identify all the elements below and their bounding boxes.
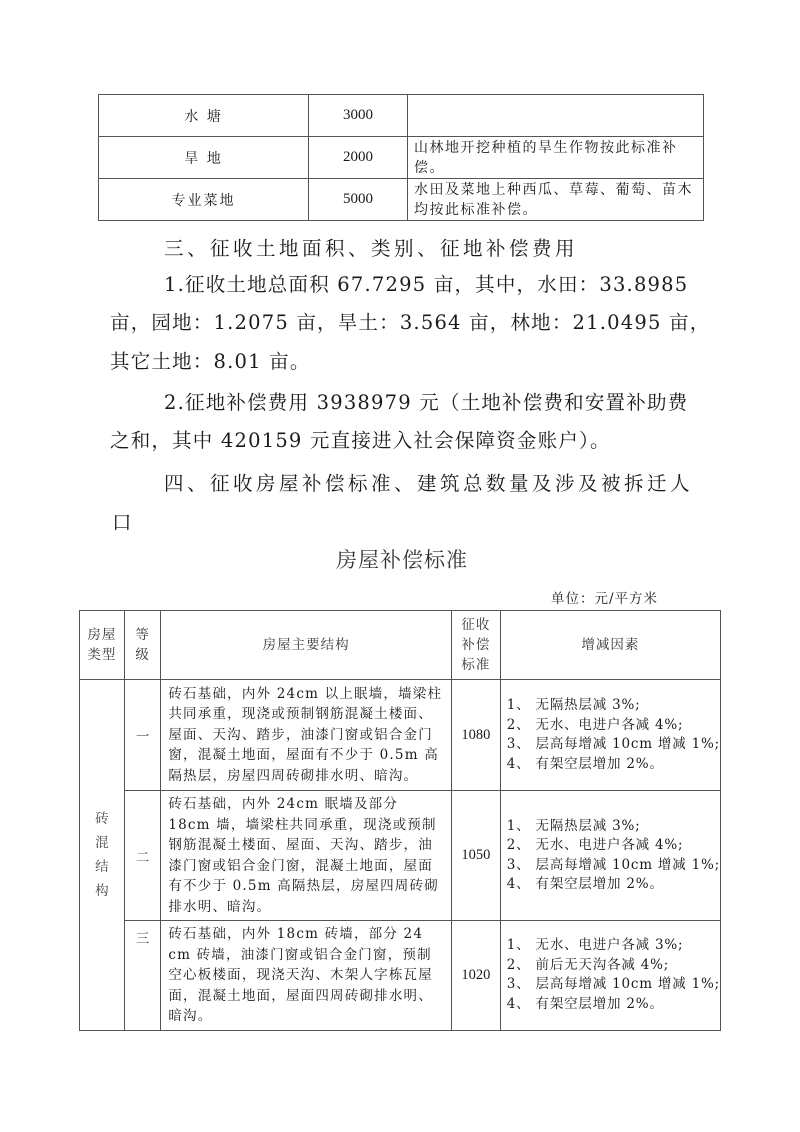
structure-cell: 砖石基础，内外 24cm 眠墙及部分 18cm 墙，墙梁柱共同承重，现浇或预制钢筋混凝土楼面、屋面、天沟、踏步，油漆门窗或铝合金门窗，混凝土地面，屋面有不少于 0.5m 高隔热层，房屋四周砖砌排水明、暗沟。 [161, 791, 452, 921]
grade-cell: 二 [124, 791, 161, 921]
factor-item: 4、 有架空层增加 2%。 [506, 995, 664, 1012]
land-type-cell: 专业菜地 [99, 179, 309, 221]
header-grade: 等 级 [124, 611, 161, 680]
price-cell: 1020 [452, 921, 501, 1031]
structure-cell: 砖石基础，内外 18cm 砖墙，部分 24 cm 砖墙，油漆门窗或铝合金门窗，预制空心板楼面，现浇天沟、木架人字栋瓦屋面，混凝土地面，屋面四周砖砌排水明、暗沟。 [161, 921, 452, 1031]
factor-item: 4、 有架空层增加 2%。 [506, 876, 664, 892]
note-cell [408, 95, 704, 137]
house-table-title: 房屋补偿标准 [336, 548, 468, 572]
factors-cell [500, 680, 720, 791]
header-factors: 增减因素 [500, 611, 720, 680]
section3-para1-line2: 亩，园地：1.2075 亩，旱土：3.564 亩，林地：21.0495 亩， [110, 311, 711, 334]
land-compensation-table [98, 94, 704, 221]
factor-item: 1、 无隔热层减 3%; [506, 697, 641, 713]
factor-item: 1、 无水、电进户各减 3%; [506, 937, 684, 954]
factor-item: 2、 无水、电进户各减 4%; [506, 837, 684, 853]
section3-para2-line2: 之和，其中 420159 元直接进入社会保障资金账户）。 [110, 429, 611, 452]
price-cell: 1080 [452, 680, 501, 791]
section4-heading-cont: 口 [112, 511, 136, 534]
section3-para2-line1: 2.征地补偿费用 3938979 元（土地补偿费和安置补助费 [164, 391, 689, 414]
unit-label: 单位：元/平方米 [551, 591, 659, 607]
house-type-cell: 砖 混 结 构 [80, 680, 125, 1031]
land-type-cell: 水 塘 [99, 95, 309, 137]
factor-item: 3、 层高每增减 10cm 增减 1%; [506, 976, 720, 993]
header-structure: 房屋主要结构 [161, 611, 452, 680]
table-row [80, 791, 721, 921]
factor-item: 2、 前后无天沟各减 4%; [506, 956, 670, 973]
factor-item: 3、 层高每增减 10cm 增减 1%; [506, 856, 720, 873]
price-cell: 1050 [452, 791, 501, 921]
header-price: 征收 补偿 标准 [452, 611, 501, 680]
amount-cell: 3000 [309, 95, 408, 137]
grade-cell: 三 [124, 921, 161, 1031]
note-cell: 水田及菜地上种西瓜、草莓、葡萄、苗木均按此标准补偿。 [408, 179, 704, 221]
house-compensation-table [79, 610, 721, 1031]
table-row [99, 179, 704, 221]
table-row [99, 137, 704, 179]
grade-cell: 一 [124, 680, 161, 791]
factors-cell [500, 921, 720, 1031]
table-header-row [80, 611, 721, 680]
land-type-cell: 旱 地 [99, 137, 309, 179]
structure-cell: 砖石基础，内外 24cm 以上眠墙，墙梁柱共同承重，现浇或预制钢筋混凝土楼面、屋面、天沟、踏步，油漆门窗或铝合金门窗，混凝土地面，屋面有不少于 0.5m 高隔热层，房屋四周砖砌排水明、暗沟。 [161, 680, 452, 791]
table-row [80, 680, 721, 791]
table-row [80, 921, 721, 1031]
section4-heading: 四、征收房屋补偿标准、建筑总数量及涉及被拆迁人 [164, 472, 694, 495]
factors-cell [500, 791, 720, 921]
factor-item: 4、 有架空层增加 2%。 [506, 755, 664, 772]
factor-item: 1、 无隔热层减 3%; [506, 817, 641, 834]
header-house-type: 房屋 类型 [80, 611, 125, 680]
amount-cell: 5000 [309, 179, 408, 221]
section3-para1-line1: 1.征收土地总面积 67.7295 亩，其中，水田：33.8985 [164, 273, 689, 296]
section3-para1-line3: 其它土地：8.01 亩。 [110, 350, 311, 373]
section3-heading: 三、征收土地面积、类别、征地补偿费用 [164, 237, 579, 260]
note-cell: 山林地开挖种植的旱生作物按此标准补偿。 [408, 137, 704, 179]
amount-cell: 2000 [309, 137, 408, 179]
table-row [99, 95, 704, 137]
factor-item: 3、 层高每增减 10cm 增减 1%; [506, 736, 720, 752]
factor-item: 2、 无水、电进户各减 4%; [506, 716, 684, 733]
